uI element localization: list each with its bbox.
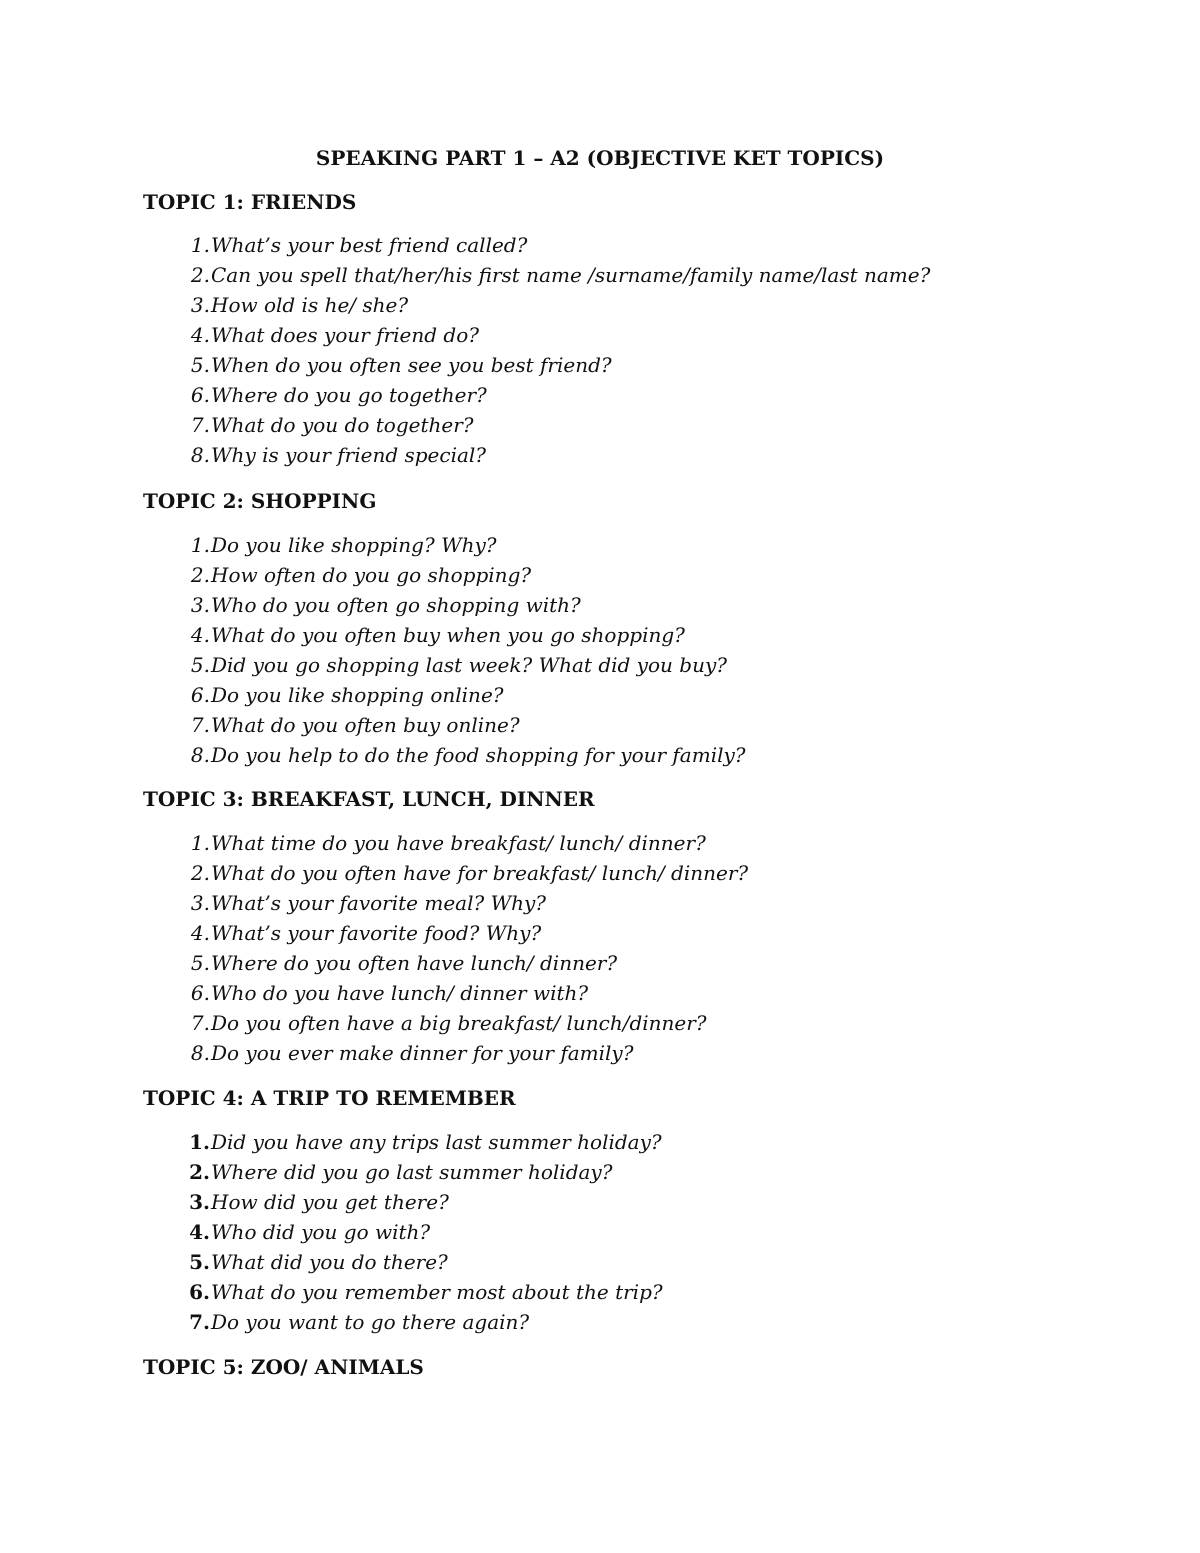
question-text: How often do you go shopping? xyxy=(211,563,532,587)
topic-heading-shopping: TOPIC 2: SHOPPING xyxy=(143,489,377,513)
item-number: 2. xyxy=(190,861,210,885)
question-list-meals xyxy=(143,829,748,1069)
question-text: Who do you have lunch/ dinner with? xyxy=(211,981,589,1005)
question-text: Where do you often have lunch/ dinner? xyxy=(211,951,618,975)
question-text: Can you spell that/her/his first name /surname/family name/last name? xyxy=(211,263,931,287)
question-list-trip xyxy=(143,1128,663,1338)
item-number: 5. xyxy=(190,653,210,677)
item-number: 4. xyxy=(189,1220,210,1244)
list-item xyxy=(143,291,930,321)
question-text: Where did you go last summer holiday? xyxy=(211,1160,613,1184)
item-number: 8. xyxy=(190,443,210,467)
question-text: Do you want to go there again? xyxy=(211,1310,530,1334)
item-number: 7. xyxy=(190,413,210,437)
item-number: 1. xyxy=(190,831,210,855)
list-item xyxy=(143,1188,663,1218)
list-item xyxy=(143,1039,748,1069)
question-text: Do you help to do the food shopping for your family? xyxy=(211,743,746,767)
list-item xyxy=(143,859,748,889)
item-number: 8. xyxy=(190,743,210,767)
item-number: 6. xyxy=(190,683,210,707)
list-item xyxy=(143,411,930,441)
question-text: What do you often buy online? xyxy=(211,713,520,737)
item-number: 3. xyxy=(190,593,210,617)
document-title: SPEAKING PART 1 – A2 (OBJECTIVE KET TOPICS) xyxy=(315,146,885,170)
item-number: 1. xyxy=(190,533,210,557)
item-number: 1. xyxy=(189,1130,210,1154)
item-number: 3. xyxy=(189,1190,210,1214)
item-number: 2. xyxy=(190,263,210,287)
list-item xyxy=(143,381,930,411)
question-text: What do you do together? xyxy=(211,413,474,437)
item-number: 3. xyxy=(190,891,210,915)
list-item xyxy=(143,949,748,979)
list-item xyxy=(143,919,748,949)
list-item xyxy=(143,681,746,711)
item-number: 8. xyxy=(190,1041,210,1065)
question-text: What do you often buy when you go shopping? xyxy=(211,623,685,647)
question-text: Who did you go with? xyxy=(211,1220,431,1244)
item-number: 4. xyxy=(190,921,210,945)
item-number: 4. xyxy=(190,323,210,347)
list-item xyxy=(143,531,746,561)
list-item xyxy=(143,829,748,859)
list-item xyxy=(143,351,930,381)
item-number: 6. xyxy=(190,981,210,1005)
question-text: Did you have any trips last summer holiday? xyxy=(211,1130,662,1154)
question-text: What’s your favorite meal? Why? xyxy=(211,891,547,915)
list-item xyxy=(143,1278,663,1308)
list-item xyxy=(143,741,746,771)
list-item xyxy=(143,979,748,1009)
list-item xyxy=(143,1128,663,1158)
list-item xyxy=(143,261,930,291)
question-text: What do you often have for breakfast/ lunch/ dinner? xyxy=(211,861,749,885)
item-number: 7. xyxy=(190,713,210,737)
list-item xyxy=(143,231,930,261)
question-text: Why is your friend special? xyxy=(211,443,487,467)
question-text: How old is he/ she? xyxy=(211,293,409,317)
list-item xyxy=(143,621,746,651)
question-text: What’s your favorite food? Why? xyxy=(211,921,542,945)
question-list-friends xyxy=(143,231,930,471)
item-number: 5. xyxy=(189,1250,210,1274)
question-text: What did you do there? xyxy=(211,1250,448,1274)
list-item xyxy=(143,1248,663,1278)
list-item xyxy=(143,441,930,471)
list-item xyxy=(143,711,746,741)
item-number: 2. xyxy=(189,1160,210,1184)
question-text: What do you remember most about the trip? xyxy=(211,1280,663,1304)
topic-heading-zoo: TOPIC 5: ZOO/ ANIMALS xyxy=(143,1355,424,1379)
item-number: 7. xyxy=(189,1310,210,1334)
item-number: 6. xyxy=(190,383,210,407)
list-item xyxy=(143,1308,663,1338)
list-item xyxy=(143,591,746,621)
question-text: When do you often see you best friend? xyxy=(211,353,612,377)
topic-heading-meals: TOPIC 3: BREAKFAST, LUNCH, DINNER xyxy=(143,787,595,811)
question-text: What does your friend do? xyxy=(211,323,479,347)
question-text: How did you get there? xyxy=(211,1190,449,1214)
item-number: 3. xyxy=(190,293,210,317)
item-number: 4. xyxy=(190,623,210,647)
question-text: Do you often have a big breakfast/ lunch/dinner? xyxy=(211,1011,707,1035)
question-text: Did you go shopping last week? What did you buy? xyxy=(211,653,727,677)
list-item xyxy=(143,1009,748,1039)
item-number: 1. xyxy=(190,233,210,257)
item-number: 2. xyxy=(190,563,210,587)
question-text: Do you like shopping? Why? xyxy=(211,533,497,557)
question-text: Do you ever make dinner for your family? xyxy=(211,1041,634,1065)
topic-heading-friends: TOPIC 1: FRIENDS xyxy=(143,190,357,214)
item-number: 5. xyxy=(190,353,210,377)
list-item xyxy=(143,651,746,681)
item-number: 7. xyxy=(190,1011,210,1035)
topic-heading-trip: TOPIC 4: A TRIP TO REMEMBER xyxy=(143,1086,516,1110)
list-item xyxy=(143,561,746,591)
question-text: What’s your best friend called? xyxy=(211,233,528,257)
list-item xyxy=(143,321,930,351)
list-item xyxy=(143,1158,663,1188)
list-item xyxy=(143,1218,663,1248)
question-text: What time do you have breakfast/ lunch/ dinner? xyxy=(211,831,706,855)
question-list-shopping xyxy=(143,531,746,771)
item-number: 6. xyxy=(189,1280,210,1304)
question-text: Where do you go together? xyxy=(211,383,487,407)
list-item xyxy=(143,889,748,919)
question-text: Do you like shopping online? xyxy=(211,683,504,707)
question-text: Who do you often go shopping with? xyxy=(211,593,581,617)
item-number: 5. xyxy=(190,951,210,975)
